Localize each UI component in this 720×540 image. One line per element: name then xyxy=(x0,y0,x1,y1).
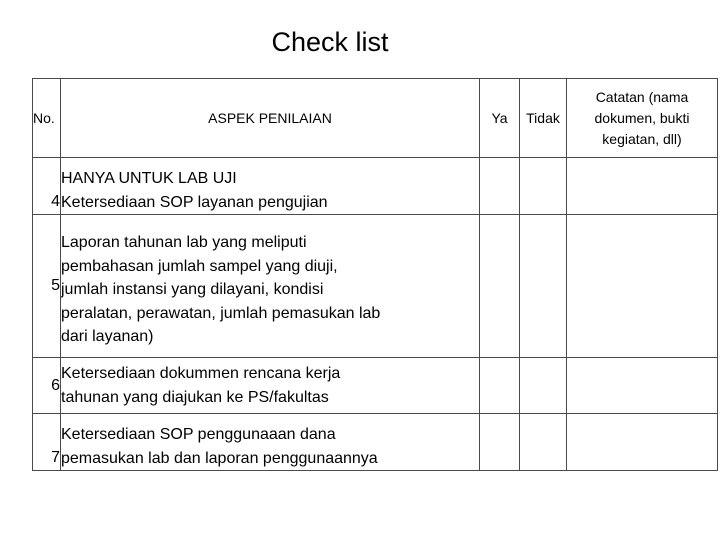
row-aspect xyxy=(61,215,480,358)
ya-cell[interactable] xyxy=(480,215,520,358)
tidak-cell[interactable] xyxy=(520,414,567,471)
aspect-line: peralatan, perawatan, jumlah pemasukan lab xyxy=(61,304,381,322)
aspect-line: Ketersediaan SOP layanan pengujian xyxy=(61,193,328,211)
header-tidak: Tidak xyxy=(520,79,567,158)
row-number: 4 xyxy=(33,158,61,215)
table-header-row xyxy=(33,79,718,158)
tidak-cell[interactable] xyxy=(520,158,567,215)
header-notes-line: Catatan (nama xyxy=(595,88,689,105)
row-aspect xyxy=(61,158,480,215)
table-row xyxy=(33,358,718,414)
row-number: 6 xyxy=(33,358,61,414)
checklist-table xyxy=(32,78,718,471)
header-aspect: ASPEK PENILAIAN xyxy=(61,79,480,158)
row-aspect xyxy=(61,414,480,471)
aspect-line: dari layanan) xyxy=(61,328,154,346)
ya-cell[interactable] xyxy=(480,358,520,414)
row-number: 7 xyxy=(33,414,61,471)
notes-cell[interactable] xyxy=(567,414,718,471)
aspect-line: tahunan yang diajukan ke PS/fakultas xyxy=(61,388,329,406)
aspect-line: jumlah instansi yang dilayani, kondisi xyxy=(61,281,324,299)
aspect-line: pemasukan lab dan laporan penggunaannya xyxy=(61,449,378,467)
table-row xyxy=(33,158,718,215)
notes-cell[interactable] xyxy=(567,158,718,215)
notes-cell[interactable] xyxy=(567,215,718,358)
header-no: No. xyxy=(33,79,61,158)
page-title: Check list xyxy=(271,27,389,57)
aspect-line: Laporan tahunan lab yang meliputi xyxy=(61,234,307,252)
header-notes-line: dokumen, bukti xyxy=(594,109,690,126)
table-row xyxy=(33,414,718,471)
aspect-line: pembahasan jumlah sampel yang diuji, xyxy=(61,257,338,275)
header-notes-line: kegiatan, dll) xyxy=(602,130,682,147)
row-aspect xyxy=(61,358,480,414)
tidak-cell[interactable] xyxy=(520,215,567,358)
header-ya: Ya xyxy=(480,79,520,158)
table-row xyxy=(33,215,718,358)
notes-cell[interactable] xyxy=(567,358,718,414)
ya-cell[interactable] xyxy=(480,158,520,215)
aspect-line: HANYA UNTUK LAB UJI xyxy=(61,170,237,187)
row-number: 5 xyxy=(33,215,61,358)
aspect-line: Ketersediaan dokummen rencana kerja xyxy=(61,365,341,382)
tidak-cell[interactable] xyxy=(520,358,567,414)
aspect-line: Ketersediaan SOP penggunaaan dana xyxy=(61,426,336,443)
ya-cell[interactable] xyxy=(480,414,520,471)
header-notes xyxy=(567,79,718,158)
